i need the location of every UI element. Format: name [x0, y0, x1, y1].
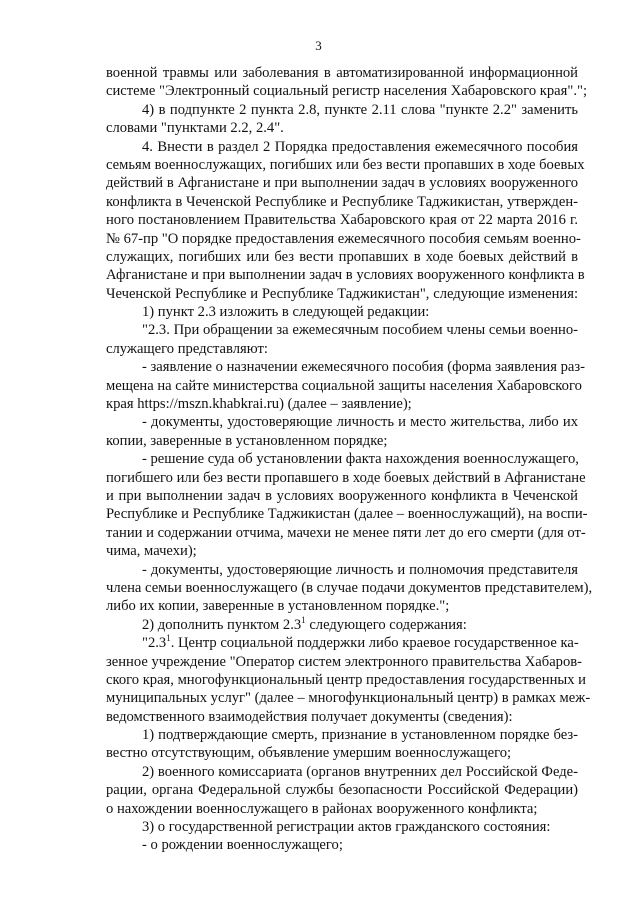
text-line: Афганистане и при выполнении задач в условиях вооруженного конфликта в	[106, 267, 585, 284]
text-line: служащих, погибших или без вести пропавших в ходе боевых действий в	[106, 248, 578, 265]
text-line: 4. Внести в раздел 2 Порядка предоставления ежемесячного пособия	[142, 138, 578, 155]
text-line: системе "Электронный социальный регистр населения Хабаровского края".";	[106, 83, 587, 100]
text-line: действий в Афганистане и при выполнении задач в условиях вооруженного	[106, 175, 578, 192]
text-line: 1) пункт 2.3 изложить в следующей редакции:	[142, 304, 430, 321]
text-line: Республике и Республике Таджикистан (далее – военнослужащий), на воспи-	[106, 506, 588, 523]
text-line: мещена на сайте министерства социальной защиты населения Хабаровского	[106, 377, 582, 394]
text-line: ного постановлением Правительства Хабаровского края от 22 марта 2016 г.	[106, 212, 578, 229]
text-line: члена семьи военнослужащего (в случае подачи документов представителем),	[106, 579, 593, 596]
text-line: "2.3. При обращении за ежемесячным пособием члены семьи военно-	[142, 322, 578, 339]
text-line: - решение суда об установлении факта нахождения военнослужащего,	[142, 451, 579, 468]
text-fragment: следующего содержания:	[305, 616, 467, 633]
text-line: копии, заверенные в установленном порядке;	[106, 432, 388, 449]
text-line: Чеченской Республике и Республике Таджикистан", следующие изменения:	[106, 285, 578, 302]
text-line: либо их копии, заверенные в установленном порядке.";	[106, 598, 450, 615]
superscript: 1	[301, 614, 306, 625]
text-line: рации, органа Федеральной службы безопасности Российской Федерации)	[106, 782, 578, 799]
text-line: - заявление о назначении ежемесячного пособия (форма заявления раз-	[142, 359, 585, 376]
text-line: 1) подтверждающие смерть, признание в установленном порядке без-	[142, 727, 578, 744]
text-line: и при выполнении задач в условиях вооруженного конфликта в Чеченской	[106, 487, 578, 504]
text-fragment: . Центр социальной поддержки либо краевое государственное ка-	[170, 635, 579, 652]
text-line: муниципальных услуг" (далее – многофункциональный центр) в рамках меж-	[106, 690, 591, 707]
text-line: 2) военного комиссариата (органов внутренних дел Российской Феде-	[142, 763, 578, 780]
text-line	[106, 634, 578, 652]
text-line: о нахождении военнослужащего в районах вооруженного конфликта;	[106, 800, 538, 817]
text-line: вестно отсутствующим, объявление умершим военнослужащего;	[106, 745, 512, 762]
text-line: - документы, удостоверяющие личность и место жительства, либо их	[142, 414, 578, 431]
text-line: военной травмы или заболевания в автоматизированной информационной	[106, 65, 578, 81]
text-line: - документы, удостоверяющие личность и полномочия представителя	[142, 561, 578, 578]
page-number: 3	[315, 38, 322, 53]
text-line: семьям военнослужащих, погибших или без вести пропавших в ходе боевых	[106, 156, 585, 173]
text-line	[106, 616, 578, 634]
text-fragment: 2) дополнить пунктом 2.3	[142, 616, 302, 633]
text-line: № 67-пр "О порядке предоставления ежемесячного пособия семьям военно-	[106, 230, 581, 247]
text-line: 4) в подпункте 2 пункта 2.8, пункте 2.11 слова "пункте 2.2" заменить	[142, 101, 578, 118]
document-body	[106, 64, 593, 855]
text-line: словами "пунктами 2.2, 2.4".	[106, 120, 284, 137]
text-line: тании и содержании отчима, мачехи не менее пяти лет до его смерти (для от-	[106, 524, 586, 541]
text-line: ведомственного взаимодействия получает документы (сведения):	[106, 708, 513, 725]
text-line: зенное учреждение "Оператор систем электронного правительства Хабаров-	[106, 653, 583, 670]
text-line: служащего представляют:	[106, 340, 268, 357]
text-line: 3) о государственной регистрации актов гражданского состояния:	[142, 819, 551, 836]
text-line: края https://mszn.khabkrai.ru) (далее – заявление);	[106, 396, 412, 413]
text-line: конфликта в Чеченской Республике и Республике Таджикистан, утвержден-	[106, 193, 578, 210]
text-line: погибшего или без вести пропавшего в ходе боевых действий в Афганистане	[106, 469, 586, 486]
text-line: чима, мачехи);	[106, 543, 197, 560]
text-line: ского края, многофункциональный центр предоставления государственных и	[106, 671, 586, 688]
text-line: - о рождении военнослужащего;	[142, 837, 343, 854]
text-fragment: "2.3	[142, 635, 167, 652]
superscript: 1	[166, 633, 171, 644]
